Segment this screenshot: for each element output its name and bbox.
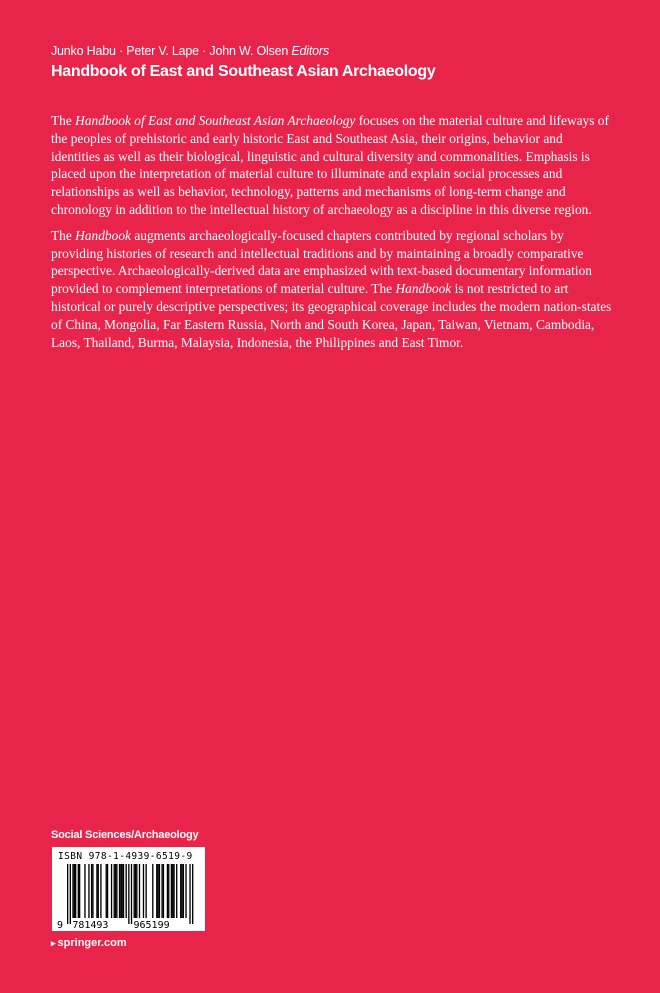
barcode-bar [128, 864, 129, 924]
barcode-icon [52, 847, 205, 931]
blurb [51, 112, 613, 359]
book-title: Handbook of East and Southeast Asian Archaeology [51, 63, 436, 80]
barcode-bar [91, 864, 92, 918]
editors-role: Editors [291, 44, 329, 58]
barcode-bar [115, 864, 116, 918]
editors-names: Junko Habu · Peter V. Lape · John W. Olsen [51, 44, 289, 58]
barcode-bar [157, 864, 158, 918]
barcode-bar [134, 864, 135, 918]
barcode-bar [84, 864, 85, 918]
barcode-bar [72, 864, 73, 918]
publisher-url: springer.com [57, 937, 127, 949]
p2-mid: augments archaeologically-focused chapters contributed by regional scholars by providing histories of research and intellectual traditions and by maintaining a broadly comparative perspective. Archaeologically-derived data are emphasized with text-based documentary information provided to complement interpretations of material culture. The [51, 227, 592, 297]
barcode-bar [106, 864, 107, 918]
barcode-bar [119, 864, 120, 918]
barcode-bar [185, 864, 186, 918]
barcode-bar [171, 864, 172, 918]
barcode-bar [74, 864, 75, 918]
barcode-bar [183, 864, 184, 918]
p2-rest: is not restricted to art historical or purely descriptive perspectives; its geographical coverage includes the modern nation-states of China, Mongolia, Far Eastern Russia, North and South Korea, Japan, Taiwan, Vietnam, Cambodia, Laos, Thailand, Burma, Malaysia, Indonesia, the Philippines and East Timor. [51, 281, 612, 350]
blurb-paragraph-2 [51, 227, 613, 352]
barcode-bar [145, 864, 146, 918]
barcode-bar [172, 864, 173, 918]
barcode-bar [88, 864, 89, 918]
barcode-bar [159, 864, 160, 918]
barcode-bar [111, 864, 112, 918]
barcode-bar [122, 864, 123, 918]
barcode-bar [156, 864, 157, 918]
barcode-bar [126, 864, 127, 918]
barcode-bar [168, 864, 169, 918]
barcode-bar [136, 864, 137, 918]
barcode-bar [152, 864, 153, 918]
barcode-bar [139, 864, 140, 918]
barcode-bar [70, 864, 71, 924]
p2-italic-1: Handbook [75, 227, 131, 243]
arrow-icon: ▸ [51, 938, 56, 948]
barcode-bar [116, 864, 117, 918]
subject-category: Social Sciences/Archaeology [51, 829, 199, 841]
barcode-bar [181, 864, 182, 918]
barcode-bar [131, 864, 132, 924]
barcode-digits-right: 965199 [133, 920, 170, 931]
barcode-bar [143, 864, 144, 918]
p1-rest: focuses on the material culture and lifeways of the peoples of prehistoric and early historic East and Southeast Asia, their origins, behavior and identities as well as their biological, linguistic and cultural diversity and commonalities. Emphasis is placed upon the interpretation of material culture to illuminate and explain social processes and relationships as well as behavior, technology, patterns and mechanisms of long-term change and chronology in addition to the intellectual history of archaeology as a discipline in this diverse region. [51, 113, 609, 217]
barcode-bar [114, 864, 115, 918]
publisher-link[interactable] [51, 937, 127, 949]
editors-line [51, 44, 329, 58]
barcode-bar [107, 864, 108, 918]
barcode-bar [120, 864, 121, 918]
barcode-digits-left: 781493 [72, 920, 109, 931]
barcode-bar [176, 864, 177, 918]
barcode-box [52, 847, 205, 931]
barcode-bar [167, 864, 168, 918]
p1-italic-title: Handbook of East and Southeast Asian Archaeology [75, 113, 356, 128]
barcode-bar [67, 864, 68, 924]
barcode-bar [92, 864, 93, 918]
isbn-label: ISBN 978-1-4939-6519-9 [58, 851, 193, 862]
barcode-bar [161, 864, 162, 918]
barcode-digit-first: 9 [57, 920, 64, 931]
barcode-bar [96, 864, 97, 918]
p2-italic-2: Handbook [395, 281, 452, 297]
barcode-bar [79, 864, 80, 918]
p1-lead: The [51, 113, 76, 128]
blurb-paragraph-1 [51, 112, 613, 219]
barcode-bar [163, 864, 164, 918]
barcode-bar [192, 864, 193, 924]
barcode-bar [180, 864, 181, 918]
barcode-bar [189, 864, 190, 924]
barcode-bar [123, 864, 124, 918]
barcode-bar [173, 864, 174, 918]
barcode-bar [135, 864, 136, 918]
barcode-bar [98, 864, 99, 918]
p2-lead: The [51, 227, 76, 243]
barcode-bar [100, 864, 101, 918]
barcode-bar [75, 864, 76, 918]
barcode-bar [78, 864, 79, 918]
